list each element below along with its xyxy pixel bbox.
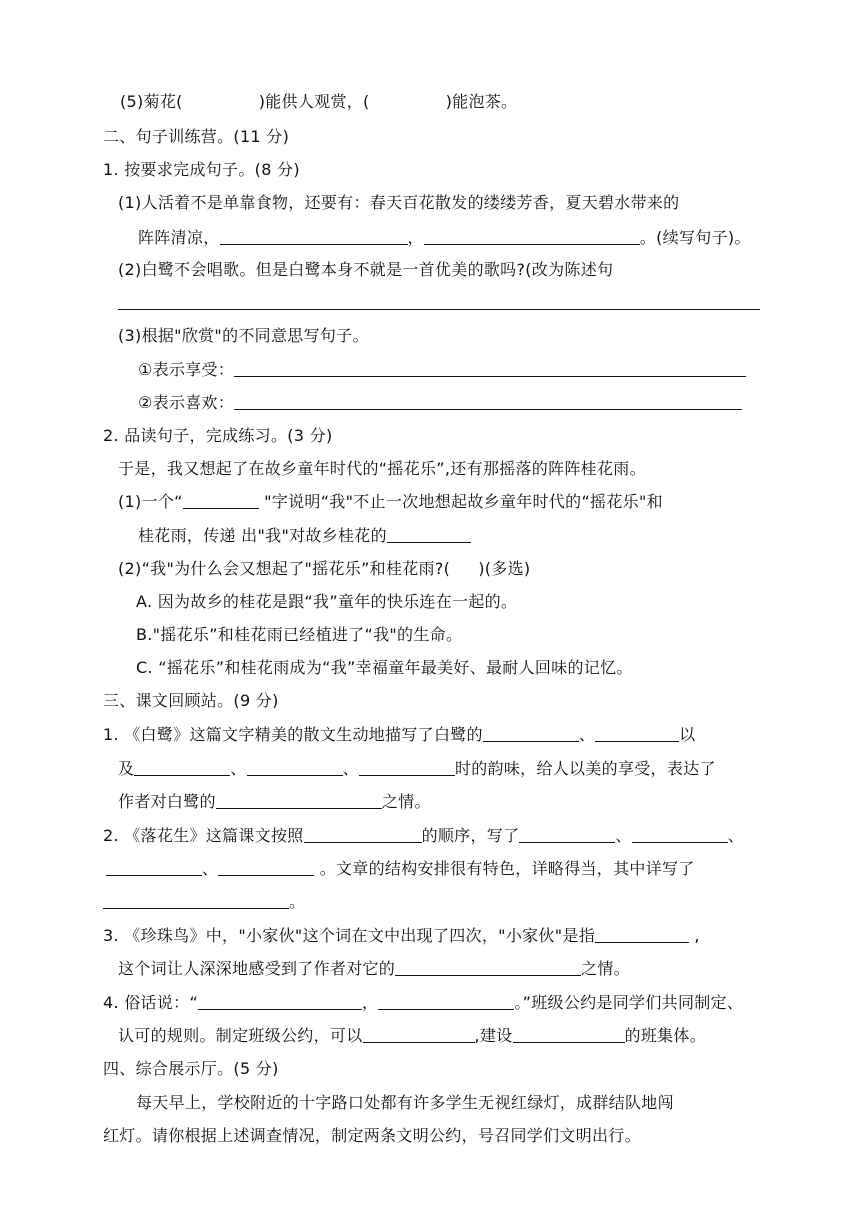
answer-line[interactable] bbox=[118, 309, 760, 310]
question-2-2-1-line1: (1)一个“ "字说明“我"不止一次地想起故乡童年时代的“摇花乐"和 bbox=[118, 492, 663, 511]
answer-blank[interactable] bbox=[483, 725, 579, 742]
answer-blank[interactable] bbox=[134, 759, 230, 776]
question-1-5: (5)菊花( )能供人观赏，( )能泡茶。 bbox=[120, 92, 518, 111]
section-2-question-1-title: 1. 按要求完成句子。(8 分) bbox=[103, 160, 300, 179]
section-3-heading: 三、课文回顾站。(9 分) bbox=[103, 691, 279, 710]
question-3-3-line2: 这个词让人深深地感受到了作者对它的 之情。 bbox=[118, 959, 631, 978]
answer-blank[interactable] bbox=[220, 228, 408, 245]
answer-blank[interactable] bbox=[359, 759, 455, 776]
section-4-paragraph-line1: 每天早上，学校附近的十字路口处都有许多学生无视红绿灯，成群结队地闯 bbox=[136, 1093, 674, 1112]
answer-blank[interactable] bbox=[304, 826, 422, 843]
reading-quote: 于是，我又想起了在故乡童年时代的“摇花乐”,还有那摇落的阵阵桂花雨。 bbox=[118, 459, 646, 478]
answer-blank[interactable] bbox=[106, 859, 202, 876]
answer-blank[interactable] bbox=[234, 393, 742, 410]
question-3-3-line1: 3. 《珍珠鸟》中，"小家伙"这个词在文中出现了四次，"小家伙"是指 , bbox=[103, 926, 700, 945]
question-3-2-line3: 。 bbox=[103, 892, 305, 912]
question-3-2-line1: 2. 《落花生》这篇课文按照 的顺序，写了 、 、 bbox=[103, 826, 744, 845]
answer-blank[interactable] bbox=[363, 1026, 475, 1043]
answer-blank[interactable] bbox=[387, 526, 471, 543]
question-2-2-1-line2: 桂花雨，传递 出"我"对故乡桂花的 bbox=[138, 526, 471, 546]
question-2-2-2: (2)“我"为什么会又想起了"摇花乐”和桂花雨?( )(多选) bbox=[118, 559, 531, 578]
answer-blank[interactable] bbox=[595, 926, 689, 943]
question-3-1-line1: 1. 《白鹭》这篇文字精美的散文生动地描写了白鹭的 、 以 bbox=[103, 725, 696, 744]
question-3-4-line2: 认可的规则。制定班级公约，可以 ,建设 的班集体。 bbox=[118, 1026, 707, 1045]
question-2-1-2: (2)白鹭不会唱歌。但是白鹭本身不就是一首优美的歌吗?(改为陈述句 bbox=[118, 260, 614, 279]
option-a: A. 因为故乡的桂花是跟“我”童年的快乐连在一起的。 bbox=[136, 592, 518, 611]
question-2-1-3-b: ②表示喜欢： bbox=[138, 393, 742, 413]
answer-blank[interactable] bbox=[395, 959, 581, 976]
option-b: B."摇花乐”和桂花雨已经植进了“我"的生命。 bbox=[136, 625, 463, 644]
question-3-1-line2: 及 、 、 时的韵味，给人以美的享受，表达了 bbox=[118, 759, 716, 778]
section-2-heading: 二、句子训练营。(11 分) bbox=[103, 127, 290, 146]
answer-blank[interactable] bbox=[218, 859, 314, 876]
question-2-1-1-line2: 阵阵清凉， ， 。(续写句子)。 bbox=[138, 228, 751, 247]
answer-blank[interactable] bbox=[378, 993, 514, 1010]
answer-blank[interactable] bbox=[424, 228, 640, 245]
section-4-paragraph-line2: 红灯。请你根据上述调查情况，制定两条文明公约，号召同学们文明出行。 bbox=[103, 1126, 641, 1145]
section-2-question-2-title: 2. 品读句子，完成练习。(3 分) bbox=[103, 426, 333, 445]
question-3-1-line3: 作者对白鹭的 之情。 bbox=[118, 792, 431, 811]
question-2-1-3-a: ①表示享受： bbox=[138, 360, 746, 380]
option-c: C. “摇花乐”和桂花雨成为“我”幸福童年最美好、最耐人回味的记忆。 bbox=[136, 658, 633, 677]
answer-blank[interactable] bbox=[519, 826, 615, 843]
question-2-1-1-line1: (1)人活着不是单靠食物，还要有：春天百花散发的缕缕芳香，夏天碧水带来的 bbox=[118, 193, 680, 212]
answer-blank[interactable] bbox=[247, 759, 343, 776]
answer-blank[interactable] bbox=[234, 360, 746, 377]
answer-blank[interactable] bbox=[183, 492, 259, 509]
question-3-2-line2: 、 。文章的结构安排很有特色，详略得当，其中详写了 bbox=[106, 859, 695, 879]
answer-blank[interactable] bbox=[513, 1026, 625, 1043]
answer-blank[interactable] bbox=[595, 725, 679, 742]
answer-blank[interactable] bbox=[632, 826, 728, 843]
answer-blank[interactable] bbox=[198, 993, 362, 1010]
section-4-heading: 四、综合展示厅。(5 分) bbox=[103, 1059, 279, 1078]
question-3-4-line1: 4. 俗话说：“ ， 。”班级公约是同学们共同制定、 bbox=[103, 993, 744, 1012]
question-2-1-3: (3)根据"欣赏"的不同意思写句子。 bbox=[118, 326, 369, 345]
answer-blank[interactable] bbox=[216, 792, 382, 809]
answer-blank[interactable] bbox=[103, 892, 289, 909]
